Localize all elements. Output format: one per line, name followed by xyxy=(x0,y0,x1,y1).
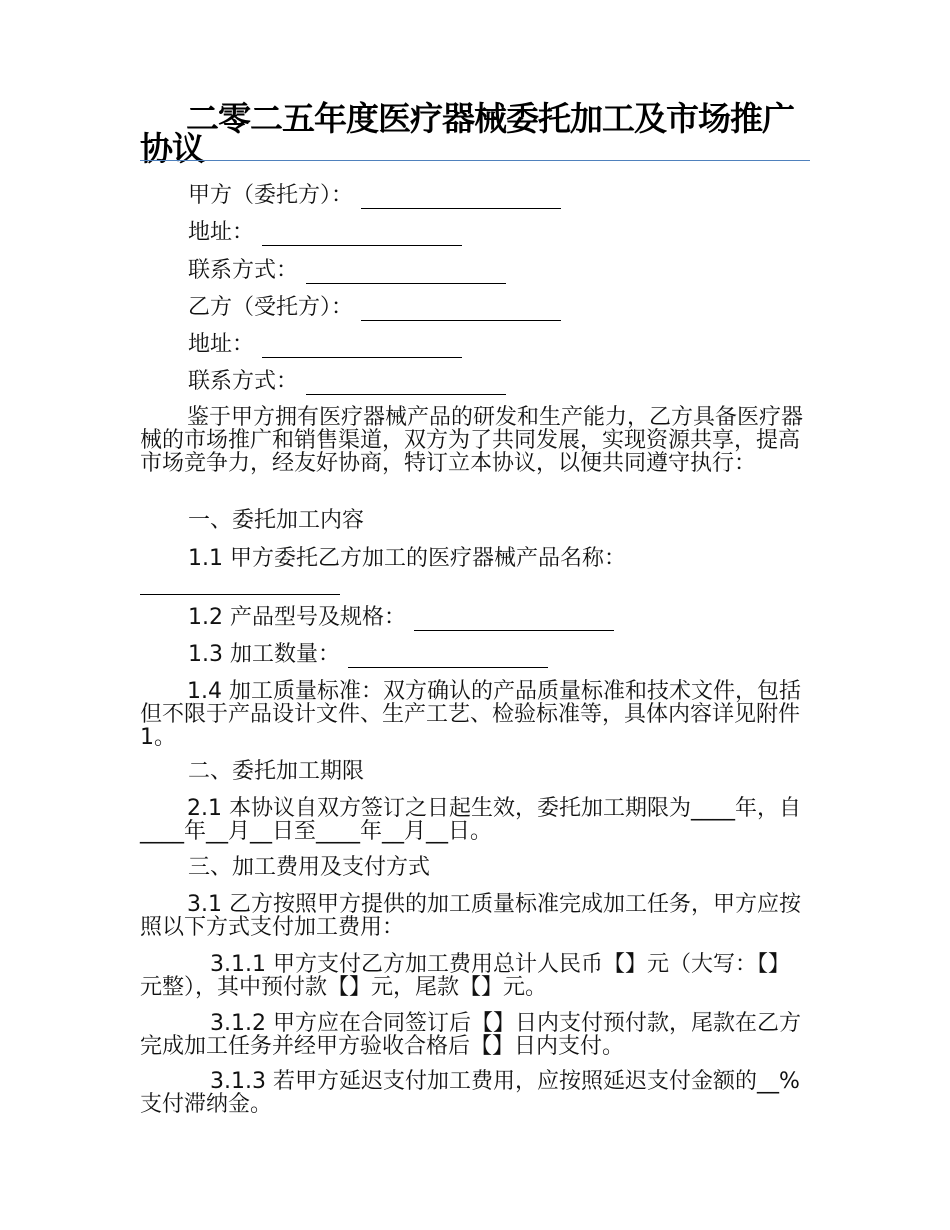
party-b-address-label: 地址： xyxy=(188,332,255,357)
party-a-contact-blank xyxy=(306,263,506,284)
clause-1-3-line xyxy=(188,642,548,668)
party-b-blank xyxy=(361,300,561,321)
party-a-contact-line xyxy=(188,258,506,284)
section-2-heading: 二、委托加工期限 xyxy=(188,759,365,784)
party-b-address-line xyxy=(188,332,462,358)
party-a-line xyxy=(188,183,561,209)
clause-1-1: 1.1 甲方委托乙方加工的医疗器械产品名称： xyxy=(188,546,626,571)
party-a-address-blank xyxy=(262,225,462,246)
party-a-address-line xyxy=(188,220,462,246)
clause-1-2-label: 1.2 产品型号及规格： xyxy=(188,605,406,630)
party-a-label: 甲方（委托方）： xyxy=(188,183,354,208)
clause-1-4: 1.4 加工质量标准：双方确认的产品质量标准和技术文件，包括但不限于产品设计文件、生产工艺、检验标准等，具体内容详见附件 1。 xyxy=(140,679,801,750)
clause-3-1: 3.1 乙方按照甲方提供的加工质量标准完成加工任务，甲方应按照以下方式支付加工费用： xyxy=(140,892,801,940)
party-a-address-label: 地址： xyxy=(188,220,255,245)
party-a-contact-label: 联系方式： xyxy=(188,258,299,283)
party-b-label: 乙方（受托方）： xyxy=(188,295,354,320)
document-title: 二零二五年度医疗器械委托加工及市场推广协议 xyxy=(140,99,794,168)
section-1-heading: 一、委托加工内容 xyxy=(188,508,365,533)
party-b-contact-line xyxy=(188,369,506,395)
clause-3-1-3: 3.1.3 若甲方延迟支付加工费用，应按照延迟支付金额的__%支付滞纳金。 xyxy=(140,1069,800,1117)
party-a-blank xyxy=(361,188,561,209)
party-b-line xyxy=(188,295,561,321)
party-b-contact-blank xyxy=(306,374,506,395)
preamble-paragraph: 鉴于甲方拥有医疗器械产品的研发和生产能力，乙方具备医疗器械的市场推广和销售渠道，双方为了共同发展，实现资源共享，提高市场竞争力，经友好协商，特订立本协议，以便共同遵守执行： xyxy=(140,405,804,476)
clause-2-1: 2.1 本协议自双方签订之日起生效，委托加工期限为____年，自____年__月__日至____年__月__日。 xyxy=(140,796,801,844)
clause-1-3-blank xyxy=(348,647,548,668)
clause-1-3-label: 1.3 加工数量： xyxy=(188,642,340,667)
clause-3-1-1: 3.1.1 甲方支付乙方加工费用总计人民币【】元（大写：【】元整），其中预付款【】元，尾款【】元。 xyxy=(140,952,790,1000)
party-b-address-blank xyxy=(262,337,462,358)
clause-1-1-blank xyxy=(140,594,340,595)
party-b-contact-label: 联系方式： xyxy=(188,369,299,394)
title-underline xyxy=(140,160,810,161)
clause-1-2-blank xyxy=(414,610,614,631)
clause-3-1-2: 3.1.2 甲方应在合同签订后【】日内支付预付款，尾款在乙方完成加工任务并经甲方验收合格后【】日内支付。 xyxy=(140,1011,801,1059)
section-3-heading: 三、加工费用及支付方式 xyxy=(188,855,431,880)
clause-1-2-line xyxy=(188,605,614,631)
